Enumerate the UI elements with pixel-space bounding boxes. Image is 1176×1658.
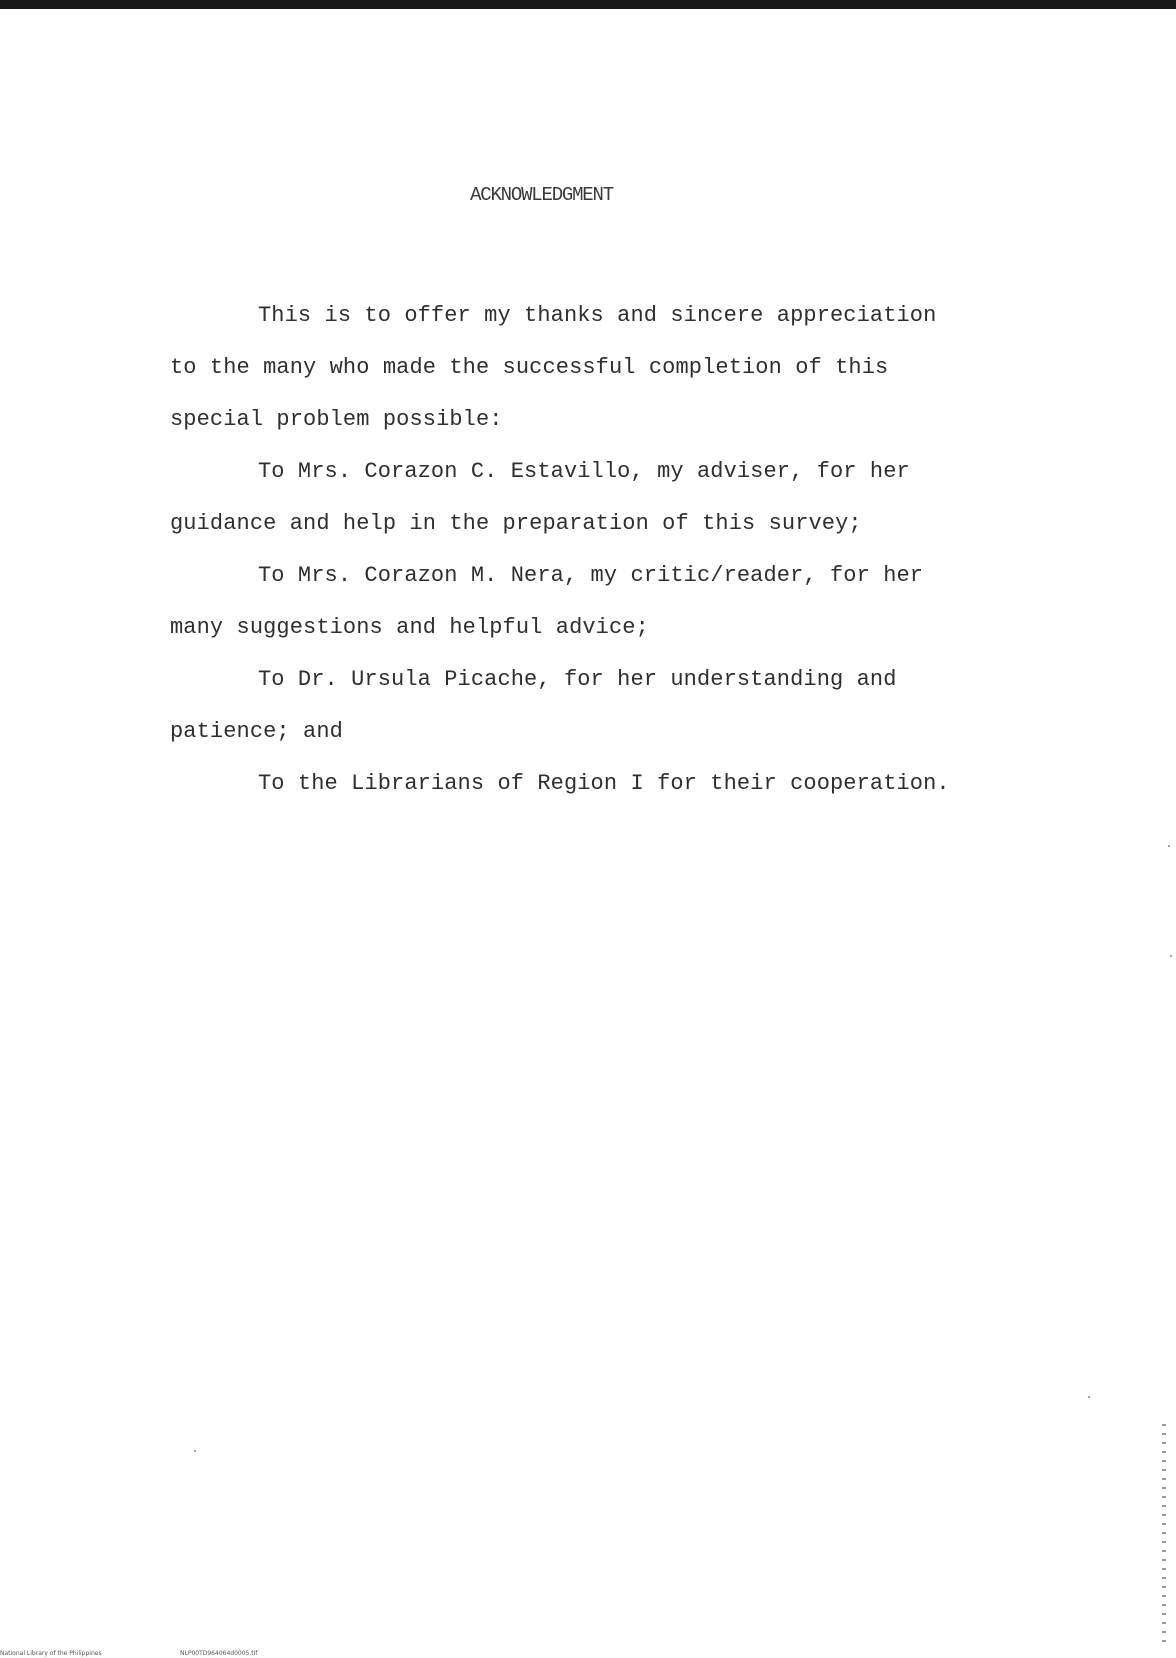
text-line: special problem possible: (170, 407, 503, 432)
footer-library: National Library of the Philippines (0, 1650, 102, 1657)
scan-speck (1168, 845, 1170, 847)
paragraph-picache (170, 654, 950, 758)
text-line: to the many who made the successful completion of this (170, 355, 889, 380)
scan-footer (0, 1650, 258, 1657)
scan-speck (1170, 955, 1172, 957)
text-line: guidance and help in the preparation of this survey; (170, 511, 862, 536)
page-title: ACKNOWLEDGMENT (470, 184, 613, 206)
paragraph-critic (170, 550, 950, 654)
text-line: This is to offer my thanks and sincere appreciation (258, 303, 937, 328)
text-line: many suggestions and helpful advice; (170, 615, 649, 640)
paragraph-adviser (170, 446, 950, 550)
scan-speck (194, 1450, 196, 1452)
paragraph-librarians (170, 758, 950, 810)
scan-edge-marks (1162, 1424, 1166, 1646)
text-line: To Mrs. Corazon M. Nera, my critic/reader, for her (258, 563, 924, 588)
text-line: To Dr. Ursula Picache, for her understanding and (258, 667, 897, 692)
text-line: To Mrs. Corazon C. Estavillo, my adviser, for her (258, 459, 910, 484)
paragraph-intro (170, 290, 950, 446)
scan-speck (1088, 1396, 1090, 1398)
text-line: To the Librarians of Region I for their cooperation. (258, 771, 950, 796)
footer-file-code: NLP00TD964064d0005.tif (180, 1650, 258, 1657)
scan-top-edge (0, 0, 1176, 9)
text-line: patience; and (170, 719, 343, 744)
